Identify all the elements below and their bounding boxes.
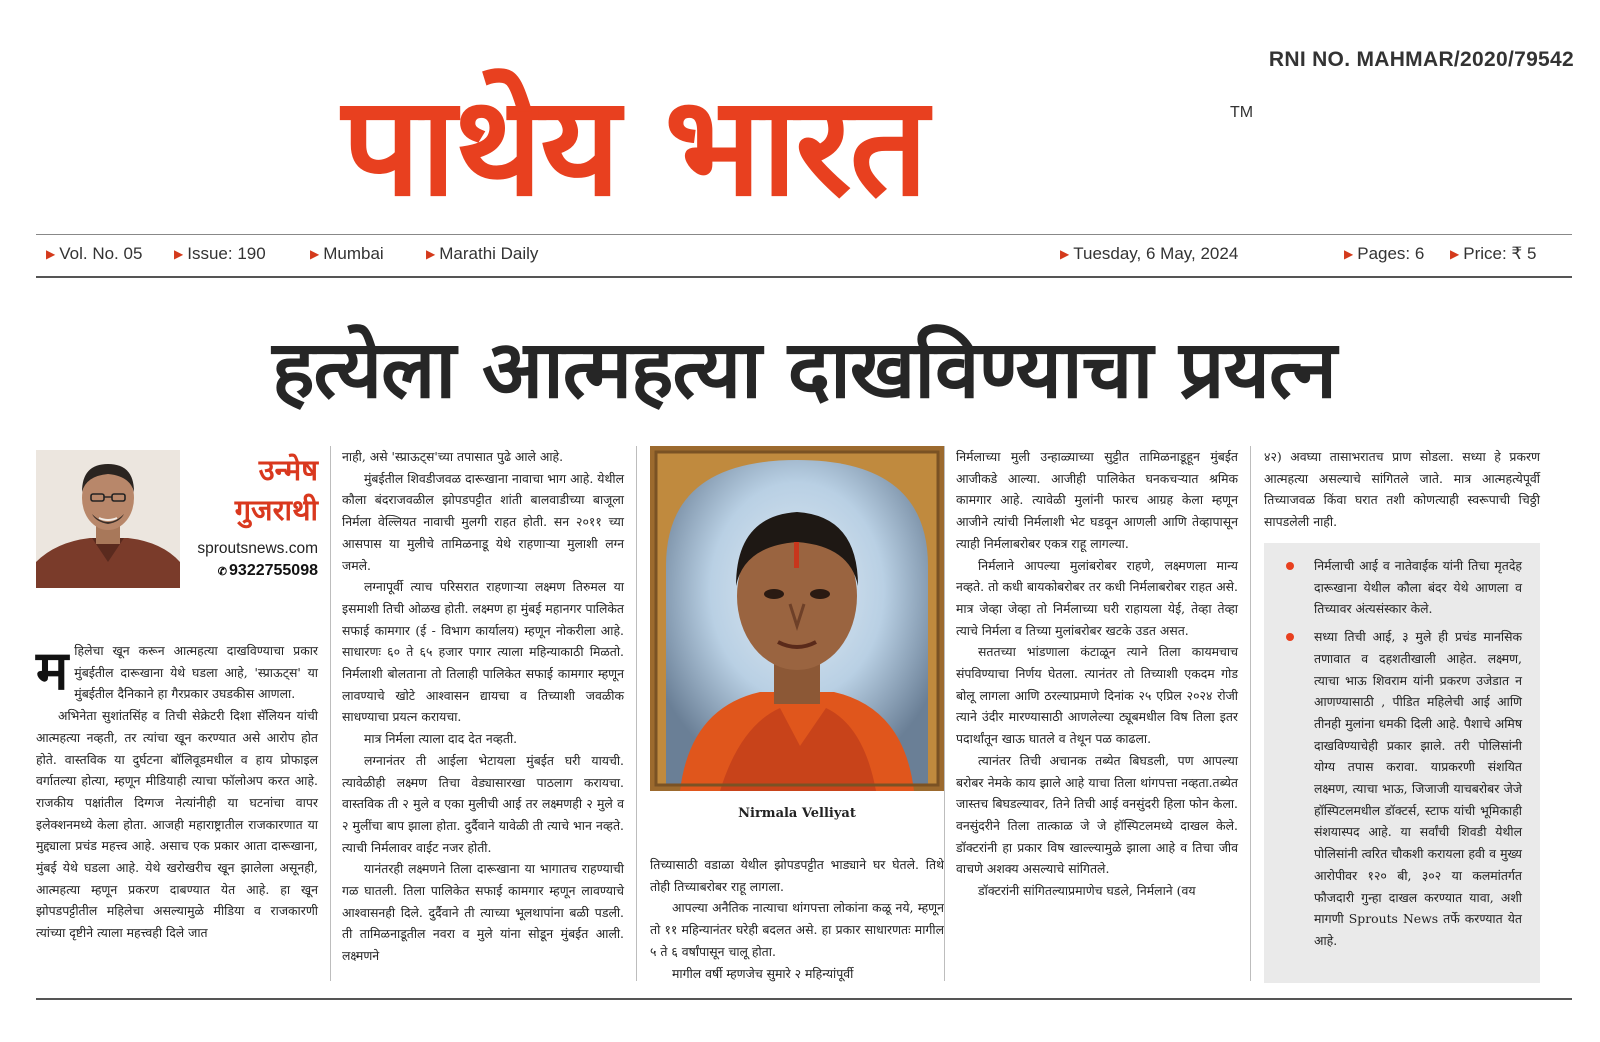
- highlight-item: [1282, 626, 1522, 952]
- arrow-right-icon: ▶: [310, 247, 320, 261]
- price-label: Price: ₹ 5: [1463, 244, 1537, 263]
- byline: [36, 446, 318, 588]
- paragraph: ४२) अवघ्या तासाभरातच प्राण सोडला. सध्या हे प्रकरण आत्महत्या असल्याचे सांगितले जाते. मात्र आत्महत्येपूर्वी तिच्याजवळ किंवा घरात तशी कोणत्याही स्वरूपाची चिठ्ठी सापडलेली नाही.: [1264, 449, 1540, 530]
- bullet-icon: [1286, 562, 1294, 570]
- author-website[interactable]: sproutsnews.com: [197, 540, 318, 557]
- issue-item: [174, 244, 266, 264]
- issue-label: Issue: 190: [187, 244, 266, 263]
- author-last-name: गुजराथी: [234, 493, 318, 527]
- author-first-name: उन्मेष: [258, 453, 318, 487]
- highlight-text: निर्मलाची आई व नातेवाईक यांनी तिचा मृतदेह दारूखाना येथील कौला बंदर येथे आणला व तिच्यावर अंत्यसंस्कार केले.: [1314, 558, 1522, 617]
- bullet-icon: [1286, 633, 1294, 641]
- column-divider: [636, 446, 637, 981]
- column-divider: [330, 446, 331, 981]
- author-name: [235, 450, 318, 530]
- phone-number: 9322755098: [229, 562, 318, 579]
- paragraph: यानंतरही लक्ष्मणने तिला दारूखाना या भागातच राहण्याची गळ घातली. तिला पालिकेत सफाई कामगार म्हणून लावण्याचे आश्वासनही दिले. दुर्दैवाने ती त्याच्या भूलथापांना बळी पडली. ती तामिळनाडूतील नवरा व मुले यांना सोडून मुंबईत आली. लक्ष्मणने: [342, 861, 624, 964]
- volume-item: [46, 244, 142, 264]
- highlight-box: [1264, 543, 1540, 983]
- infobar-top-rule: [36, 234, 1572, 235]
- article-column-4: [956, 446, 1238, 902]
- paragraph: लग्नानंतर ती आईला भेटायला मुंबईत घरी यायची. त्यावेळीही लक्ष्मण तिचा वेड्यासारखा पाठलाग करायचा. वास्तविक ती २ मुले व एका मुलीची आई तर लक्ष्मणही २ मुले व २ मुलींचा बाप झाला होता. दुर्दैवाने यावेळी ती त्याचे भान नव्हते. त्याची निर्मलावर वाईट नजर होती.: [342, 752, 624, 855]
- column-divider: [1250, 446, 1251, 981]
- paragraph: निर्मलाने आपल्या मुलांबरोबर राहणे, लक्ष्मणला मान्य नव्हते. तो कधी बायकोबरोबर तर कधी निर्मलाबरोबर राहत असे. मात्र जेव्हा जेव्हा तो निर्मलाच्या घरी राहायला येई, तेव्हा तेव्हा त्याचे निर्मला व तिच्या मुलांबरोबर खटके उडत असत.: [956, 557, 1238, 638]
- arrow-right-icon: ▶: [46, 247, 56, 261]
- volume-label: Vol. No. 05: [59, 244, 143, 263]
- paragraph: मागील वर्षी म्हणजेच सुमारे २ महिन्यांपूर्वी: [672, 965, 854, 981]
- author-photo: [36, 450, 180, 588]
- type-item: [426, 244, 538, 264]
- infobar-bottom-rule: [36, 276, 1572, 278]
- rni-number: RNI NO. MAHMAR/2020/79542: [1268, 48, 1574, 71]
- paragraph: डॉक्टरांनी सांगितल्याप्रमाणेच घडले, निर्मलाने (वय: [978, 883, 1196, 899]
- column-divider: [944, 446, 945, 981]
- paragraph: लग्नापूर्वी त्याच परिसरात राहणाऱ्या लक्ष्मण तिरुमल या इसमाशी तिची ओळख होती. लक्ष्मण हा मुंबई महानगर पालिकेत सफाई कामगार (ई - विभाग कार्यालय) म्हणून नोकरीला आहे. साधारणः ६० ते ६५ हजार पगार त्याला महिन्याकाठी मिळतो. निर्मलाशी बोलताना तो तिलाही पालिकेत सफाई कामगार म्हणून लावण्याचे खोटे आश्वासन द्यायचा व तिच्याशी जवळीक साधण्याचा प्रयत्न करायचा.: [342, 579, 624, 725]
- author-portrait-icon: [36, 450, 180, 588]
- paragraph: तिच्यासाठी वडाळा येथील झोपडपट्टीत भाड्याने घर घेतले. तिथे तोही तिच्याबरोबर राहू लागला.: [650, 857, 944, 894]
- paragraph: हिलेचा खून करून आत्महत्या दाखविण्याचा प्रकार मुंबईतील दारूखाना येथे घडला आहे, 'स्प्राऊट्स' या मुंबईतील दैनिकाने हा गैरप्रकार उघडकीस आणला.: [74, 643, 318, 702]
- pages-item: [1344, 244, 1424, 264]
- newspaper-title: पाथेय भारत: [342, 66, 927, 227]
- paragraph: सततच्या भांडणाला कंटाळून त्याने तिला कायमचाच संपविण्याचा निर्णय घेतला. त्यानंतर तो तिच्याशी एकदम गोड बोलू लागला आणि ठरल्याप्रमाणे दिनांक २५ एप्रिल २०२४ रोजी त्याने उंदीर मारण्यासाठी आणलेल्या ट्यूबमधील विष तिला इतर पदार्थांतून खाऊ घातले व तेथून पळ काढला.: [956, 644, 1238, 747]
- portrait-icon: [650, 446, 944, 791]
- paragraph: मुंबईतील शिवडीजवळ दारूखाना नावाचा भाग आहे. येथील कौला बंदराजवळील झोपडपट्टीत शांती बालवाडीच्या बाजूला निर्मला वेल्लियत नावाची मुलगी राहत होती. सन २०११ च्या आसपास या मुलीचे तामिळनाडू येथे राहणाऱ्या मुलाशी लग्न जमले.: [342, 470, 624, 573]
- phone-icon: ✆: [217, 566, 228, 578]
- page-bottom-rule: [36, 998, 1572, 1000]
- article-column-1: [36, 640, 318, 944]
- highlight-text: सध्या तिची आई, ३ मुले ही प्रचंड मानसिक तणावात व दहशतीखाली आहेत. लक्ष्मण, त्याचा भाऊ शिवराम यांनी प्रकरण उजेडात न आणण्यासाठी , पीडित महिलेची आई आणि तीनही मुलांना धमकी दिली आहे. पैशाचे अमिष दाखविण्याचेही प्रकार झाले. तरी पोलिसांनी योग्य तपास करावा. याप्रकरणी संशयित लक्ष्मण, त्याचा भाऊ, जिजाजी याचबरोबर जेजे हॉस्पिटलमधील डॉक्टर्स, स्टाफ यांची भूमिकाही संशयास्पद आहे. या सर्वांची शिवडी येथील पोलिसांनी त्वरित चौकशी करायला हवी व मुख्य आरोपीवर १२० बी, ३०२ या कलमांतर्गत फौजदारी गुन्हा दाखल करण्यात यावा, अशी मागणी Sprouts News तर्फे करण्यात येत आहे.: [1314, 629, 1522, 948]
- arrow-right-icon: ▶: [426, 247, 436, 261]
- city-label: Mumbai: [323, 244, 384, 263]
- paragraph: नाही, असे 'स्प्राऊट्स'च्या तपासात पुढे आले आहे.: [342, 449, 564, 464]
- paragraph: आपल्या अनैतिक नात्याचा थांगपत्ता लोकांना कळू नये, म्हणून तो ११ महिन्यानंतर घरेही बदलत असे. हा प्रकार साधारणतः मागील ५ ते ६ वर्षांपासून चालू होता.: [650, 900, 944, 959]
- photo-caption: Nirmala Velliyat: [738, 806, 856, 821]
- article-column-5: [1264, 446, 1540, 533]
- paragraph: निर्मलाच्या मुली उन्हाळ्याच्या सुट्टीत तामिळनाडूहून मुंबईत आजीकडे आल्या. आजीही पालिकेत घनकचऱ्यात श्रमिक कामगार आहे. त्यावेळी मुलांनी फारच आग्रह केला म्हणून आजीने त्यांची निर्मलाशी भेट घडवून आणली आणि तेव्हापासून त्याही निर्मलाबरोबर एकत्र राहू लागल्या.: [956, 449, 1238, 551]
- masthead: [342, 66, 1262, 227]
- trademark-mark: TM: [1230, 104, 1254, 121]
- article-column-3: [650, 854, 944, 984]
- arrow-right-icon: ▶: [174, 247, 184, 261]
- arrow-right-icon: ▶: [1060, 247, 1070, 261]
- date-item: [1060, 244, 1238, 264]
- highlight-item: [1282, 555, 1522, 620]
- drop-cap: म: [36, 639, 69, 702]
- highlight-list: [1264, 543, 1540, 952]
- date-label: Tuesday, 6 May, 2024: [1073, 244, 1239, 263]
- arrow-right-icon: ▶: [1450, 247, 1460, 261]
- paragraph: अभिनेता सुशांतसिंह व तिची सेक्रेटरी दिशा सॅलियन यांची आत्महत्या नव्हती, तर त्यांचा खून करण्यात असे आरोप होत होते. वास्तविक या दुर्घटना बॉलिवूडमधील व हाय प्रोफाइल वर्गातल्या होत्या, म्हणून मीडियाही त्याचा फॉलोअप करत आहे. राजकीय पक्षांतील दिग्गज नेत्यांनीही या घटनांचा वापर इलेक्शनमध्ये केला होता. आजही महाराष्ट्रातील राजकारणात या मुद्द्याला प्रचंड महत्त्व आहे. असाच एक प्रकार आता दारूखाना, मुंबई येथे घडला आहे. येथे खरोखरीच खून झालेला असूनही, आत्महत्या म्हणून प्रकरण दाबण्यात येत आहे. हा खून झोपडपट्टीतील महिलेचा असल्यामुळे मीडिया व राजकारणी त्यांच्या दृष्टीने त्याला महत्त्वही दिले जात: [36, 708, 318, 941]
- paragraph: मात्र निर्मला त्याला दाद देत नव्हती.: [364, 731, 518, 747]
- victim-photo: [650, 446, 944, 791]
- article-column-2: [342, 446, 624, 967]
- headline: हत्येला आत्महत्या दाखविण्याचा प्रयत्न: [272, 323, 1336, 416]
- city-item: [310, 244, 384, 264]
- author-phone: [218, 562, 318, 580]
- pages-label: Pages: 6: [1357, 244, 1425, 263]
- infobar: [36, 240, 1572, 270]
- price-item: [1450, 244, 1536, 264]
- type-label: Marathi Daily: [439, 244, 539, 263]
- arrow-right-icon: ▶: [1344, 247, 1354, 261]
- paragraph: त्यानंतर तिची अचानक तब्येत बिघडली, पण आपल्या बरोबर नेमके काय झाले आहे याचा तिला थांगपत्ता नव्हता.तब्येत जास्तच बिघडल्यावर, तिने तिची आई वनसुंदरी हिला फोन केला. वनसुंदरीने तिला तात्काळ जे जे हॉस्पिटलमध्ये दाखल केले. डॉक्टरांनी हा प्रकार विष खाल्ल्यामुळे झाला आहे व तिचा जीव वाचणे अशक्य असल्याचे सांगितले.: [956, 752, 1238, 877]
